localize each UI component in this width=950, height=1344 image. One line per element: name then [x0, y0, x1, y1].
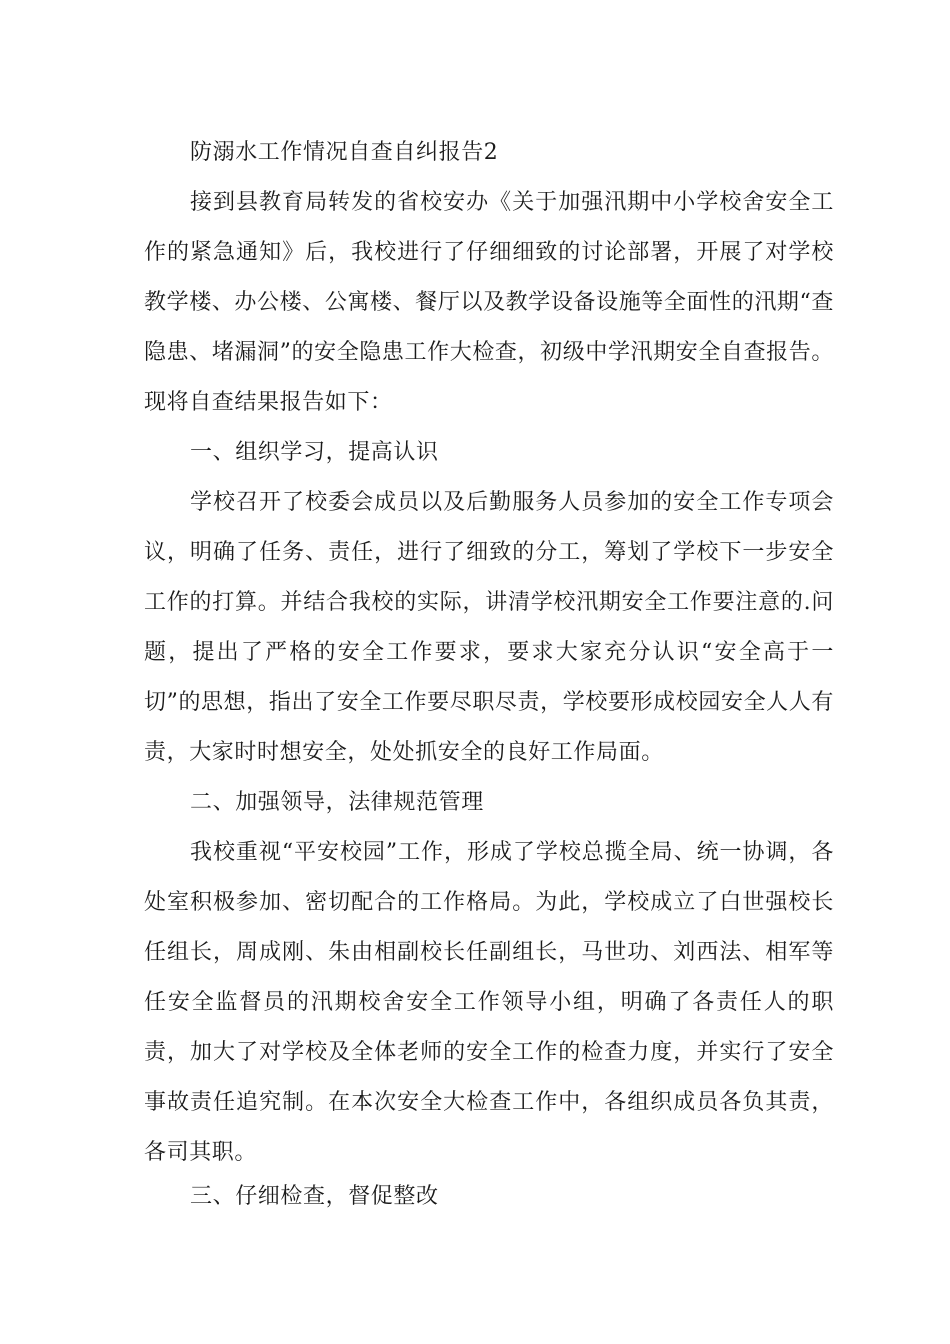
paragraph-section-2: 我校重视“平安校园”工作，形成了学校总揽全局、统一协调，各处室积极参加、密切配合的工作格局。为此，学校成立了白世强校长任组长，周成刚、朱由相副校长任副组长，马世功、刘西法、相军等任安全监督员的汛期校舍安全工作领导小组，明确了各责任人的职责，加大了对学校及全体老师的安全工作的检查力度，并实行了安全事故责任追究制。在本次安全大检查工作中，各组织成员各负其责，各司其职。: [144, 840, 834, 1165]
paragraph-section-1: 学校召开了校委会成员以及后勤服务人员参加的安全工作专项会议，明确了任务、责任，进行了细致的分工，筹划了学校下一步安全工作的打算。并结合我校的实际，讲清学校汛期安全工作要注意的.问题，提出了严格的安全工作要求，要求大家充分认识“安全高于一切”的思想，指出了安全工作要尽职尽责，学校要形成校园安全人人有责，大家时时想安全，处处抓安全的良好工作局面。: [144, 490, 834, 765]
section-heading-1: 一、组织学习，提高认识: [190, 440, 439, 465]
section-heading-2: 二、加强领导，法律规范管理: [190, 790, 484, 815]
paragraph-intro: 接到县教育局转发的省校安办《关于加强汛期中小学校舍安全工作的紧急通知》后，我校进行了仔细细致的讨论部署，开展了对学校教学楼、办公楼、公寓楼、餐厅以及教学设备设施等全面性的汛期“查隐患、堵漏洞”的安全隐患工作大检查，初级中学汛期安全自查报告。现将自查结果报告如下：: [144, 190, 834, 415]
document-title: 防溺水工作情况自查自纠报告2: [190, 140, 499, 165]
section-heading-3: 三、仔细检查，督促整改: [190, 1184, 439, 1209]
